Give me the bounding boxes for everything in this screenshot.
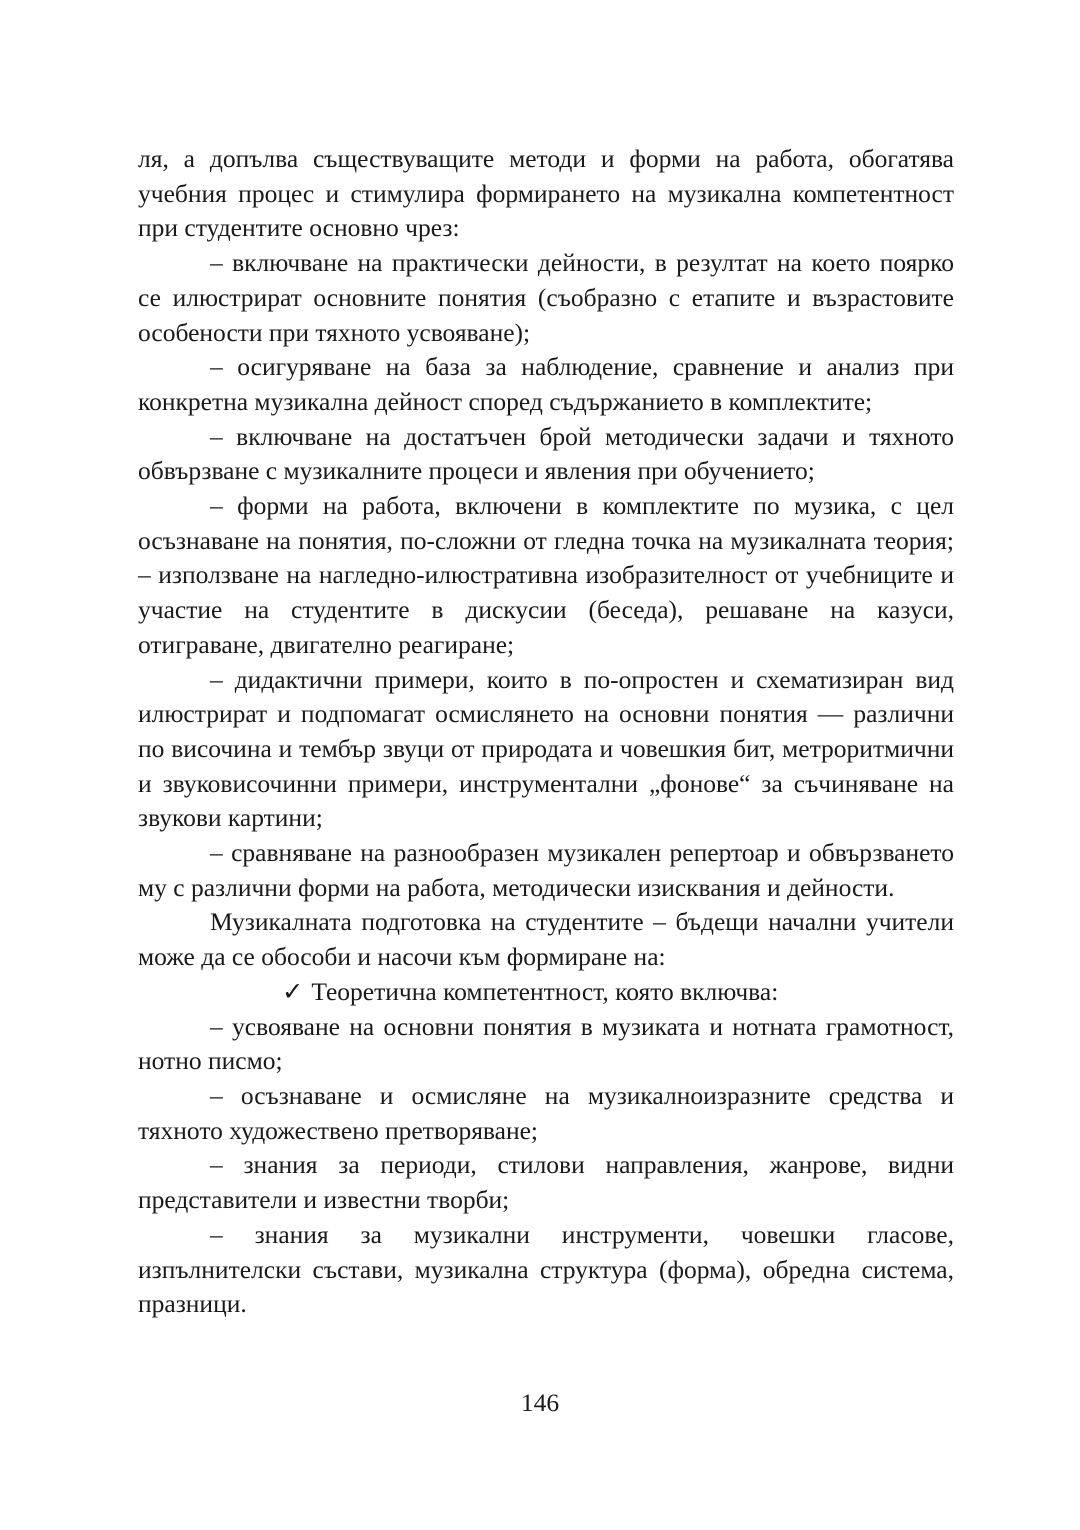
list-item-expressive-means: – осъзнаване и осмисляне на музикалноизразните средства и тяхното художествено претворяване;	[138, 1080, 954, 1145]
paragraph-music-preparation: Музикалната подготовка на студентите – бъдещи начални учители може да се обособи и насочи към формиране на:	[138, 907, 954, 972]
list-item-practical-activities: – включване на практически дейности, в резултат на което поярко се илюстрират основните понятия (съобразно с етапите и възрастовите особености при тяхното усвояване);	[138, 248, 954, 347]
checked-item-label: Теоретична компетентност, която включва:	[311, 976, 779, 1006]
list-item-work-forms: – форми на работа, включени в комплектите по музика, с цел осъзнаване на понятия, по-сложни от гледна точка на музикалната теория; – използване на нагледно-илюстративна изобразителност от учебниците и участие на студентите в дискусии (беседа), решаване на казуси, отиграване, двигателно реагиране;	[138, 491, 954, 659]
checked-item-theoretical-competence	[138, 975, 954, 1010]
paragraph-continuation: ля, а допълва съществуващите методи и форми на работа, обогатява учебния процес и стимулира формирането на музикална компетентност при студентите основно чрез:	[138, 144, 954, 243]
list-item-methodical-tasks: – включване на достатъчен брой методически задачи и тяхното обвързване с музикалните процеси и явления при обучението;	[138, 421, 954, 486]
list-item-didactic-examples: – дидактични примери, които в по-опростен и схематизиран вид илюстрират и подпомагат осмислянето на основни понятия — различни по височина и тембър звуци от природата и човешкия бит, метроритмични и звуковисочинни примери, инструментални „фонове“ за съчиняване на звукови картини;	[138, 664, 954, 833]
list-item-instruments-voices: – знания за музикални инструменти, човешки гласове, изпълнителски състави, музикална структура (форма), обредна система, празници.	[138, 1219, 954, 1319]
list-item-repertoire-comparison: – сравняване на разнообразен музикален репертоар и обвързването му с различни форми на работа, методически изисквания и дейности.	[138, 838, 954, 902]
main-text	[138, 142, 954, 1322]
list-item-observation-base: – осигуряване на база за наблюдение, сравнение и анализ при конкретна музикална дейност според съдържанието в комплектите;	[138, 352, 954, 416]
page-number: 146	[520, 1388, 560, 1417]
check-mark-icon: ✓	[282, 976, 304, 1006]
list-item-periods-styles: – знания за периоди, стилови направления, жанрове, видни представители и известни творби;	[138, 1150, 954, 1215]
page-body	[138, 142, 954, 1322]
list-item-basic-concepts: – усвояване на основни понятия в музиката и нотната грамотност, нотно писмо;	[138, 1011, 954, 1076]
